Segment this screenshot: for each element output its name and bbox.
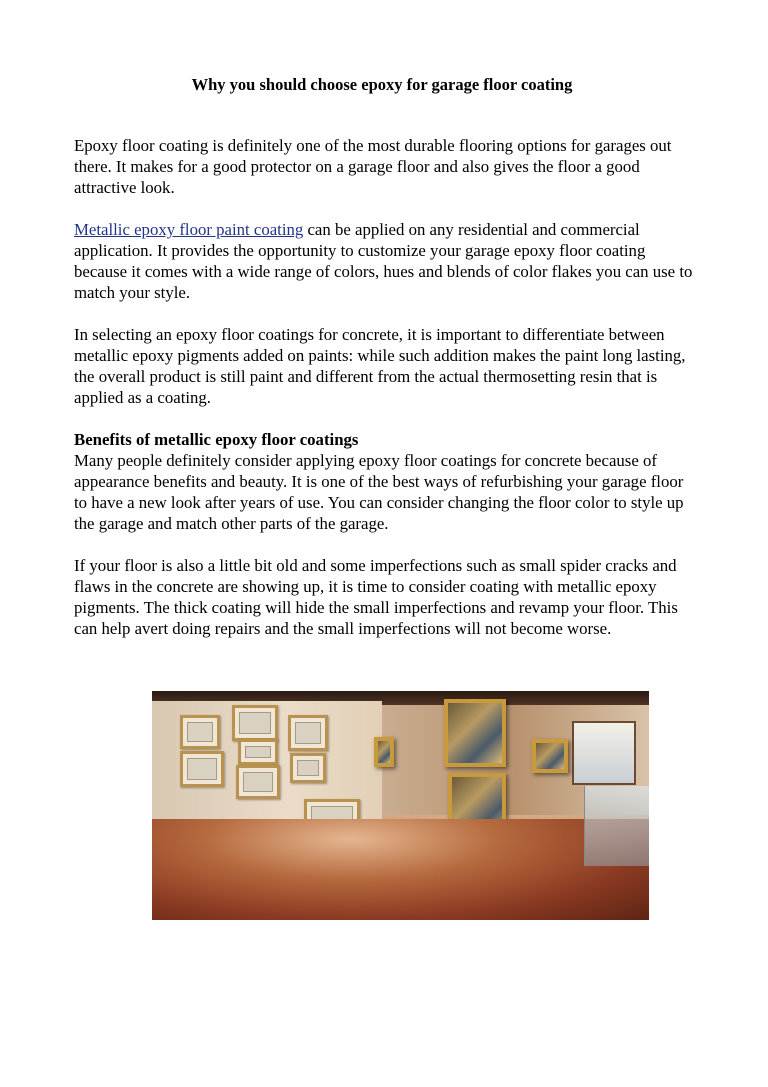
paragraph-metallic xyxy=(74,219,699,303)
photo-frame xyxy=(180,751,224,787)
paragraph-intro: Epoxy floor coating is definitely one of the most durable flooring options for garages out there. It makes for a good protector on a garage floor and also gives the floor a good attractive look. xyxy=(74,136,672,197)
gallery-floor-photo xyxy=(152,691,649,920)
section-benefits xyxy=(74,429,699,534)
metallic-epoxy-link[interactable]: Metallic epoxy floor paint coating xyxy=(74,220,304,239)
photo-small-painting xyxy=(532,739,568,773)
photo-frame xyxy=(290,753,326,783)
photo-frame xyxy=(236,765,280,799)
paragraph-metallic-text: can be applied on any residential and commercial application. It provides the opportunity to customize your garage epoxy floor coating because it comes with a wide range of colors, hues and blends of color flakes you can use to match your style. xyxy=(74,220,693,302)
paragraph-benefits: Many people definitely consider applying epoxy floor coatings for concrete because of appearance benefits and beauty. It is one of the best ways of refurbishing your garage floor to have a new look after years of use. You can consider changing the floor color to style up the garage and match other parts of the garage. xyxy=(74,451,684,533)
photo-frame xyxy=(238,739,278,765)
photo-metallic-floor xyxy=(152,819,649,920)
photo-frame xyxy=(232,705,278,741)
photo-frame xyxy=(180,715,220,749)
photo-small-painting xyxy=(374,737,394,767)
benefits-heading: Benefits of metallic epoxy floor coatings xyxy=(74,430,359,449)
photo-frame xyxy=(288,715,328,751)
document-title: Why you should choose epoxy for garage floor coating xyxy=(191,75,573,94)
photo-display-case xyxy=(584,786,649,866)
photo-window xyxy=(572,721,636,785)
photo-large-painting xyxy=(444,699,506,767)
paragraph-imperfections: If your floor is also a little bit old and some imperfections such as small spider cracks and flaws in the concrete are showing up, it is time to consider coating with metallic epoxy pigments. The thick coating will hide the small imperfections and revamp your floor. This can help avert doing repairs and the small imperfections will not become worse. xyxy=(74,556,678,638)
document-body xyxy=(74,135,699,639)
paragraph-selecting: In selecting an epoxy floor coatings for concrete, it is important to differentiate between metallic epoxy pigments added on paints: while such addition makes the paint long lasting, the overall product is still paint and different from the actual thermosetting resin that is applied as a coating. xyxy=(74,325,686,407)
